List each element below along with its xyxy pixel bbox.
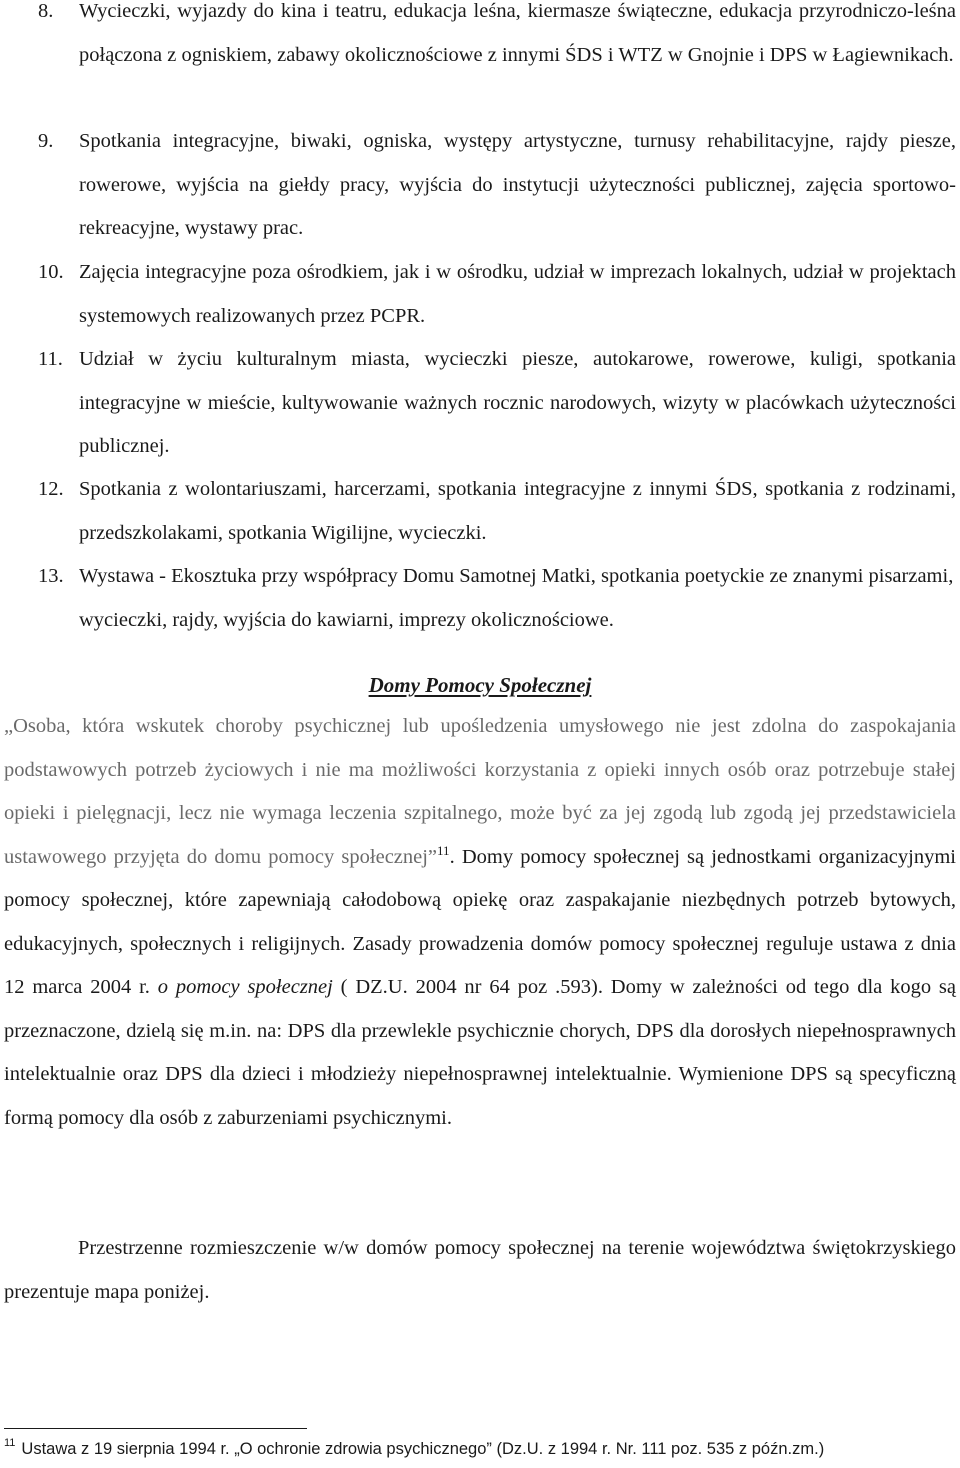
paragraph-text: . Domy pomocy społecznej są jednostkami organizacyjnymi pomocy społecznej, które zapewniają całodobową opiekę oraz zaspakajanie niezbędnych potrzeb bytowych, edukacyjnych, społecznych i religijnych. Zasady prowadzenia domów pomocy społecznej reguluje ustawa z dnia 12 marca 2004 r. xyxy=(4,845,956,998)
map-intro-paragraph: Przestrzenne rozmieszczenie w/w domów pomocy społecznej na terenie województwa świętokrzyskiego prezentuje mapa poniżej. xyxy=(4,1237,956,1303)
list-text: Wycieczki, wyjazdy do kina i teatru, edukacja leśna, kiermasze świąteczne, edukacja przyrodniczo-leśna połączona z ogniskiem, zabawy okolicznościowe z innymi ŚDS i WTZ w Gnojnie i DPS w Łagiewnikach. xyxy=(79,0,956,66)
list-item-8 xyxy=(0,0,956,77)
list-number: 12. xyxy=(38,478,64,500)
body-paragraph xyxy=(4,705,956,1140)
footnote-reference[interactable]: 11 xyxy=(437,842,450,858)
list-number: 11. xyxy=(38,348,63,370)
list-text: Zajęcia integracyjne poza ośrodkiem, jak i w ośrodku, udział w imprezach lokalnych, udział w projektach systemowych realizowanych przez PCPR. xyxy=(79,261,956,327)
list-item-11 xyxy=(0,338,956,469)
paragraph-text-continued: ( DZ.U. 2004 nr 64 poz .593). Domy w zależności od tego dla kogo są przeznaczone, dzielą się m.in. na: DPS dla przewlekle psychicznie chorych, DPS dla dorosłych niepełnosprawnych intelektualnie oraz DPS dla dzieci i młodzieży niepełnosprawnej intelektualnie. Wymienione DPS są specyficzną formą pomocy dla osób z zaburzeniami psychicznymi. xyxy=(4,976,956,1129)
list-number: 13. xyxy=(38,565,64,587)
list-text: Spotkania integracyjne, biwaki, ogniska, występy artystyczne, turnusy rehabilitacyjne, rajdy piesze, rowerowe, wyjścia na giełdy pracy, wyjścia do instytucji użyteczności publicznej, zajęcia sportowo-rekreacyjne, wystawy prac. xyxy=(79,130,956,239)
list-item-12 xyxy=(0,468,956,555)
quote-text: „Osoba, która wskutek choroby psychicznej lub upośledzenia umysłowego nie jest zdolna do zaspokajania podstawowych potrzeb życiowych i nie ma możliwości korzystania z opieki innych osób oraz potrzebuje stałej opieki i pielęgnacji, lecz nie wymaga leczenia szpitalnego, może być za jej zgodą lub zgodą jej przedstawiciela ustawowego przyjęta do domu pomocy społecznej” xyxy=(4,715,956,868)
list-text: Udział w życiu kulturalnym miasta, wycieczki piesze, autokarowe, rowerowe, kuligi, spotkania integracyjne w mieście, kultywowanie ważnych rocznic narodowych, wizyty w placówkach użyteczności publicznej. xyxy=(79,348,956,457)
list-item-13 xyxy=(0,555,956,642)
list-number: 9. xyxy=(38,130,54,152)
footnote-text: Ustawa z 19 sierpnia 1994 r. „O ochronie zdrowia psychicznego” (Dz.U. z 1994 r. Nr. 111 poz. 535 z późn.zm.) xyxy=(21,1440,825,1458)
list-item-10 xyxy=(0,251,956,338)
law-title: o pomocy społecznej xyxy=(157,976,333,998)
footnote-number: 11 xyxy=(4,1437,16,1449)
list-text: Wystawa - Ekosztuka przy współpracy Domu Samotnej Matki, spotkania poetyckie ze znanymi pisarzami, wycieczki, rajdy, wyjścia do kawiarni, imprezy okolicznościowe. xyxy=(79,565,954,631)
list-number: 10. xyxy=(38,261,64,283)
section-heading: Domy Pomocy Społecznej xyxy=(368,673,592,697)
list-item-9 xyxy=(0,120,956,251)
list-number: 8. xyxy=(38,0,54,22)
list-text: Spotkania z wolontariuszami, harcerzami, spotkania integracyjne z innymi ŚDS, spotkania z rodzinami, przedszkolakami, spotkania Wigilijne, wycieczki. xyxy=(79,478,956,544)
footnote xyxy=(4,1436,960,1462)
footnote-separator xyxy=(4,1428,307,1429)
